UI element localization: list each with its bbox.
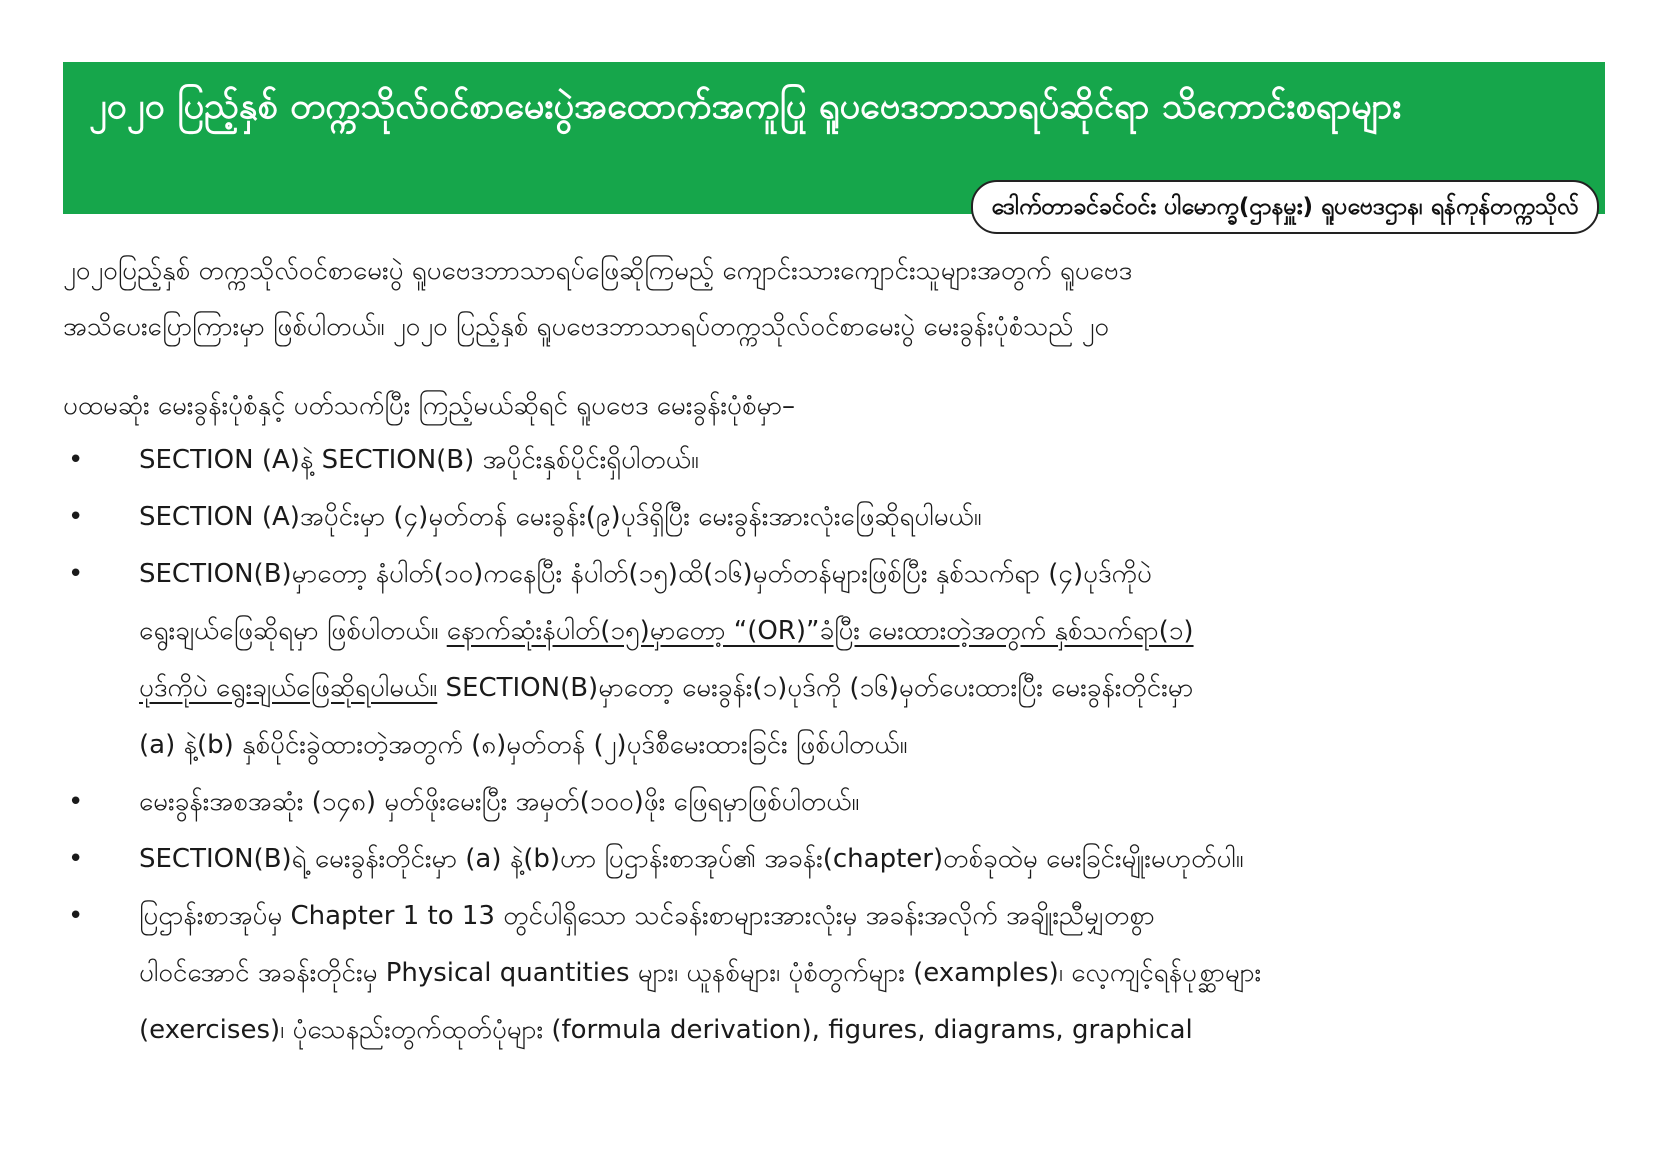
section-intro: ပထမဆုံး မေးခွန်းပုံစံနှင့် ပတ်သက်ပြီး ကြည့်မယ်ဆိုရင် ရူပဗေဒ မေးခွန်းပုံစံမှာ– (63, 391, 796, 421)
bullet-text: ပြဌာန်းစာအုပ်မှ Chapter 1 to 13 တွင်ပါရှိသော သင်ခန်းစာများအားလုံးမှ အခန်းအလိုက် အချိုးညီမျှတစွာ (139, 901, 1155, 931)
title-banner (63, 62, 1605, 220)
page-title: ၂၀၂၀ ပြည့်နှစ် တက္ကသိုလ်ဝင်စာမေးပွဲအထောက်အကူပြု ရူပဗေဒဘာသာရပ်ဆိုင်ရာ သိကောင်းစရာများ (89, 86, 1402, 127)
bullet-text-line (139, 660, 1603, 717)
bullet-text: ပါဝင်အောင် အခန်းတိုင်းမှ Physical quantities များ၊ ယူနစ်များ၊ ပုံစံတွက်များ (examples)၊ လေ့ကျင့်ရန်ပုစ္ဆာများ (139, 958, 1262, 988)
bullet-text: (exercises)၊ ပုံသေနည်းတွက်ထုတ်ပုံများ (formula derivation), figures, diagrams, graphical (139, 1015, 1193, 1045)
bullet-icon: • (68, 844, 84, 874)
intro-line-2: အသိပေးပြောကြားမှာ ဖြစ်ပါတယ်။ ၂၀၂၀ ပြည့်နှစ် ရူပဗေဒဘာသာရပ်တက္ကသိုလ်ဝင်စာမေးပွဲ မေးခွန်းပုံစံသည် ၂၀ (63, 312, 1110, 342)
list-item (63, 774, 1603, 831)
list-item (63, 888, 1603, 1059)
bullet-list (63, 432, 1603, 1059)
bullet-text: SECTION(B)မှာတော့ နံပါတ်(၁၀)ကနေပြီး နံပါတ်(၁၅)ထိ(၁၆)မှတ်တန်များဖြစ်ပြီး နှစ်သက်ရာ (၄)ပုဒ်ကိုပဲ (139, 559, 1152, 589)
author-byline: ဒေါက်တာခင်ခင်ဝင်း ပါမောက္ခ(ဌာနမှူး) ရူပဗေဒဌာန၊ ရန်ကုန်တက္ကသိုလ် (971, 180, 1599, 234)
list-item (63, 489, 1603, 546)
underlined-text: ပုဒ်ကိုပဲ ရွေးချယ်ဖြေဆိုရပါမယ်။ (139, 673, 438, 703)
bullet-icon: • (68, 787, 84, 817)
bullet-text: မေးခွန်းအစအဆုံး (၁၄၈) မှတ်ဖိုးမေးပြီး အမှတ်(၁၀၀)ဖိုး ဖြေရမှာဖြစ်ပါတယ်။ (139, 787, 860, 817)
bullet-text: SECTION(B)ရဲ့ မေးခွန်းတိုင်းမှာ (a) နဲ့(b)ဟာ ပြဌာန်းစာအုပ်၏ အခန်း(chapter)တစ်ခုထဲမှ မေးခြင်းမျိုးမဟုတ်ပါ။ (139, 844, 1244, 874)
bullet-icon: • (68, 901, 84, 931)
bullet-icon: • (68, 502, 84, 532)
bullet-text: SECTION (A)အပိုင်းမှာ (၄)မှတ်တန် မေးခွန်း(၉)ပုဒ်ရှိပြီး မေးခွန်းအားလုံးဖြေဆိုရပါမယ်။ (139, 502, 982, 532)
bullet-text-line (139, 603, 1603, 660)
intro-line-1: ၂၀၂၀ပြည့်နှစ် တက္ကသိုလ်ဝင်စာမေးပွဲ ရူပဗေဒဘာသာရပ်ဖြေဆိုကြမည့် ကျောင်းသားကျောင်းသူများအတွက် ရူပဗေဒ (63, 256, 1133, 286)
intro-paragraph (63, 243, 1603, 355)
bullet-text: (a) နဲ့(b) နှစ်ပိုင်းခွဲထားတဲ့အတွက် (၈)မှတ်တန် (၂)ပုဒ်စီမေးထားခြင်း ဖြစ်ပါတယ်။ (139, 730, 908, 760)
bullet-icon: • (68, 559, 84, 589)
underlined-text: နောက်ဆုံးနံပါတ်(၁၅)မှာတော့ “(OR)”ခံပြီး မေးထားတဲ့အတွက် နှစ်သက်ရာ(၁) (446, 616, 1194, 646)
bullet-text: SECTION (A)နဲ့ SECTION(B) အပိုင်းနှစ်ပိုင်းရှိပါတယ်။ (139, 445, 699, 475)
bullet-text: SECTION(B)မှာတော့ မေးခွန်း(၁)ပုဒ်ကို (၁၆)မှတ်ပေးထားပြီး မေးခွန်းတိုင်းမှာ (437, 673, 1194, 703)
bullet-text: ရွေးချယ်ဖြေဆိုရမှာ ဖြစ်ပါတယ်။ (139, 616, 447, 646)
bullet-icon: • (68, 445, 84, 475)
list-item (63, 546, 1603, 774)
list-item (63, 831, 1603, 888)
list-item (63, 432, 1603, 489)
